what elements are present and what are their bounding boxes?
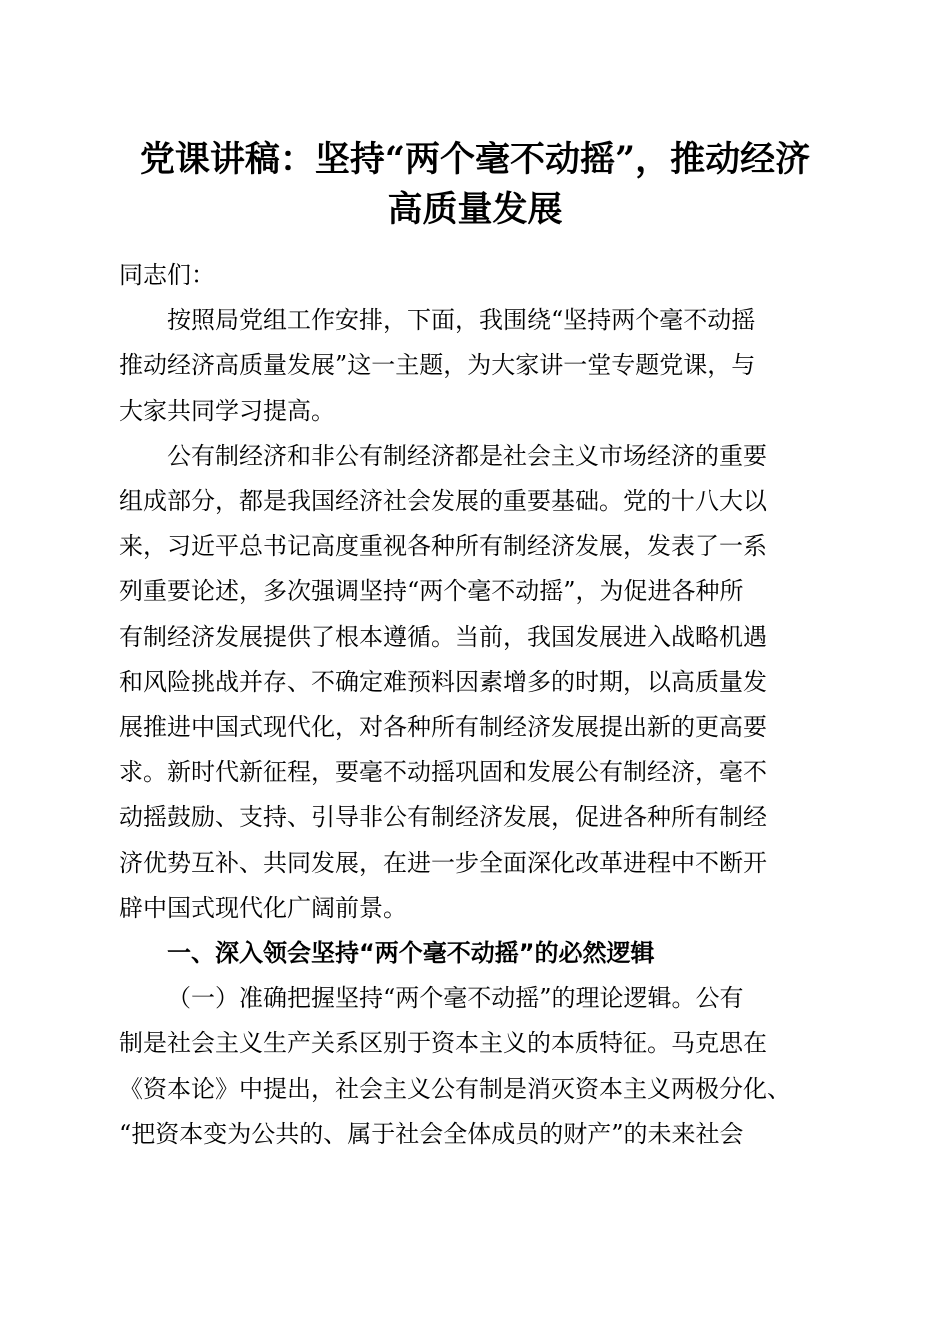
paragraph-economy-continued bbox=[119, 479, 839, 931]
paragraph-line: 求。新时代新征程，要毫不动摇巩固和发展公有制经济，毫不 bbox=[119, 758, 767, 787]
paragraph-intro-continued bbox=[119, 343, 839, 433]
section-heading-1: 一、深入领会坚持“两个毫不动摇”的必然逻辑 bbox=[167, 939, 655, 968]
paragraph-line: 有制经济发展提供了根本遵循。当前，我国发展进入战略机遇 bbox=[119, 622, 767, 651]
paragraph-line: 按照局党组工作安排，下面，我围绕“坚持两个毫不动摇 bbox=[167, 306, 756, 335]
paragraph-line: （一）准确把握坚持“两个毫不动摇”的理论逻辑。公有 bbox=[167, 984, 744, 1013]
document-body bbox=[119, 253, 839, 1157]
paragraph-intro bbox=[119, 298, 839, 343]
paragraph-theory-continued bbox=[119, 1021, 839, 1157]
paragraph-line: 《资本论》中提出，社会主义公有制是消灭资本主义两极分化、 bbox=[119, 1074, 791, 1103]
paragraph-line: “把资本变为公共的、属于社会全体成员的财产”的未来社会 bbox=[119, 1119, 744, 1148]
paragraph-line: 公有制经济和非公有制经济都是社会主义市场经济的重要 bbox=[167, 441, 767, 470]
paragraph-economy bbox=[119, 434, 839, 479]
salutation: 同志们： bbox=[119, 261, 215, 289]
paragraph-theory bbox=[119, 976, 839, 1021]
paragraph-line: 组成部分，都是我国经济社会发展的重要基础。党的十八大以 bbox=[119, 487, 767, 516]
paragraph-line: 展推进中国式现代化，对各种所有制经济发展提出新的更高要 bbox=[119, 713, 767, 742]
paragraph-line: 推动经济高质量发展”这一主题，为大家讲一堂专题党课，与 bbox=[119, 351, 756, 380]
paragraph-line: 制是社会主义生产关系区别于资本主义的本质特征。马克思在 bbox=[119, 1029, 767, 1058]
title-line-1: 党课讲稿：坚持“两个毫不动摇”，推动经济 bbox=[139, 139, 811, 180]
paragraph-line: 和风险挑战并存、不确定难预料因素增多的时期，以高质量发 bbox=[119, 667, 767, 696]
paragraph-line: 动摇鼓励、支持、引导非公有制经济发展，促进各种所有制经 bbox=[119, 803, 767, 832]
paragraph-line: 辟中国式现代化广阔前景。 bbox=[119, 893, 407, 922]
paragraph-line: 大家共同学习提高。 bbox=[119, 396, 335, 425]
document-title bbox=[110, 135, 840, 235]
title-line-2: 高质量发展 bbox=[387, 189, 563, 230]
paragraph-line: 来，习近平总书记高度重视各种所有制经济发展，发表了一系 bbox=[119, 532, 767, 561]
paragraph-line: 济优势互补、共同发展，在进一步全面深化改革进程中不断开 bbox=[119, 848, 767, 877]
paragraph-line: 列重要论述，多次强调坚持“两个毫不动摇”，为促进各种所 bbox=[119, 577, 744, 606]
